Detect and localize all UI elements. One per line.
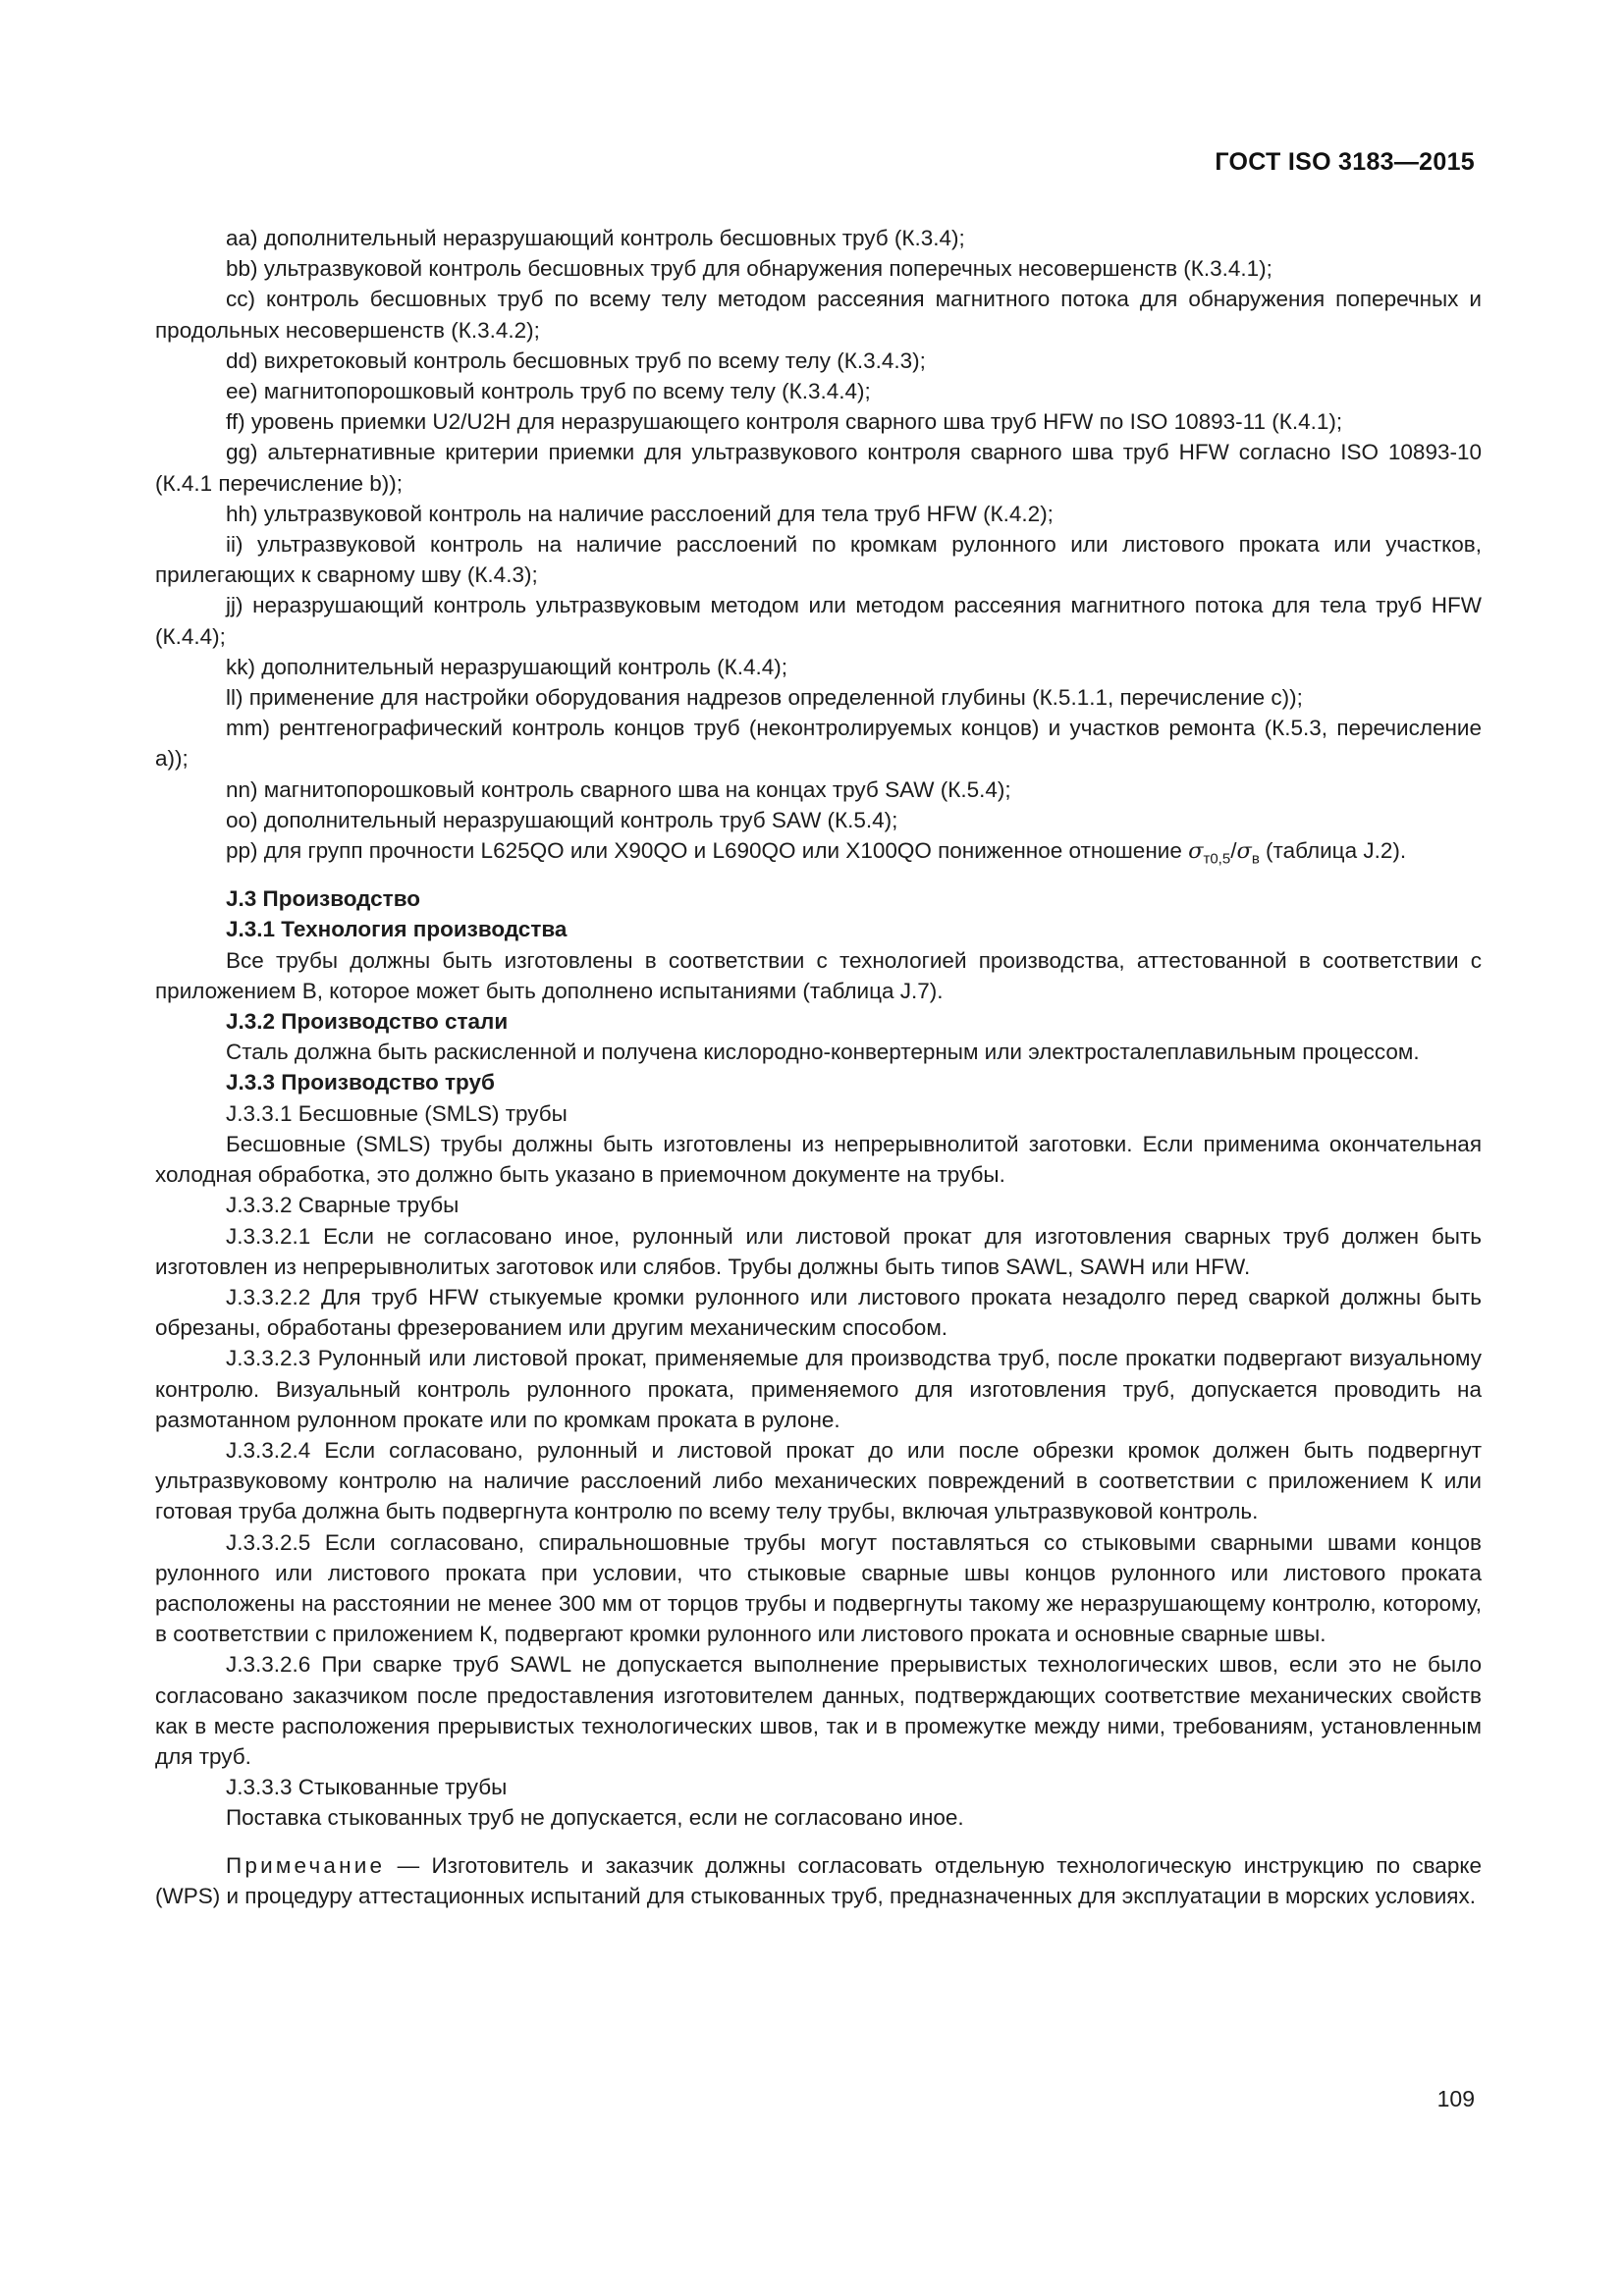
section-j3322-text: J.3.3.2.2 Для труб HFW стыкуемые кромки рулонного или листового проката незадолго перед сваркой должны быть обрезаны, обработаны фрезерованием или другим механическим способом. <box>155 1284 1482 1341</box>
sigma-tensile-symbol: σ <box>1236 838 1252 865</box>
list-item-oo: oo) дополнительный неразрушающий контроль труб SAW (К.5.4); <box>226 807 898 832</box>
section-j332-title: J.3.3.2 Сварные трубы <box>226 1193 460 1218</box>
list-item-pp-tail: (таблица J.2). <box>1266 838 1407 864</box>
section-j3323-text: J.3.3.2.3 Рулонный или листовой прокат, применяемые для производства труб, после прокатки подвергают визуальному контролю. Визуальный контроль рулонного проката, применяемого для изготовления труб, допускается проводить на размотанном рулонном прокате или по кромкам проката в рулоне. <box>155 1346 1482 1432</box>
section-j331-title: J.3.3.1 Бесшовные (SMLS) трубы <box>226 1100 568 1126</box>
section-j331-text: Бесшовные (SMLS) трубы должны быть изготовлены из непрерывнолитой заготовки. Если применима окончательная холодная обработка, это должно быть указано в приемочном документе на трубы. <box>155 1131 1482 1188</box>
list-item-kk: kk) дополнительный неразрушающий контроль (К.4.4); <box>226 654 788 679</box>
note-text: — Изготовитель и заказчик должны согласовать отдельную технологическую инструкцию по сварке (WPS) и процедуру аттестационных испытаний для стыкованных труб, предназначенных для эксплуатации в морских условиях. <box>155 1852 1482 1908</box>
list-item-ee: ee) магнитопорошковый контроль труб по всему телу (К.3.4.4); <box>226 379 871 404</box>
list-item-bb: bb) ультразвуковой контроль бесшовных труб для обнаружения поперечных несовершенств (К.3.4.1); <box>226 256 1272 282</box>
section-j33-title: J.3.3 Производство труб <box>226 1070 495 1095</box>
standard-header: ГОСТ ISO 3183—2015 <box>1215 148 1475 176</box>
section-j333-text: Поставка стыкованных труб не допускается, если не согласовано иное. <box>226 1805 964 1831</box>
page-number: 109 <box>1436 2086 1475 2111</box>
list-item-ll: ll) применение для настройки оборудования надрезов определенной глубины (К.5.1.1, перечисление с)); <box>226 685 1303 711</box>
list-item-dd: dd) вихретоковый контроль бесшовных труб по всему телу (К.3.4.3); <box>226 347 926 373</box>
note-label: Примечание <box>226 1852 386 1878</box>
list-item-mm: mm) рентгенографический контроль концов труб (неконтролируемых концов) и участков ремонта (К.5.3, перечисление а)); <box>155 716 1482 772</box>
list-item-jj: jj) неразрушающий контроль ультразвуковым методом или методом рассеяния магнитного потока для тела труб HFW (К.4.4); <box>155 593 1482 649</box>
list-item-aa: aa) дополнительный неразрушающий контроль бесшовных труб (К.3.4); <box>226 226 965 250</box>
section-j31-text: Все трубы должны быть изготовлены в соответствии с технологией производства, аттестованной в соответствии с приложением B, которое может быть дополнено испытаниями (таблица J.7). <box>155 947 1482 1003</box>
list-item-gg: gg) альтернативные критерии приемки для ультразвукового контроля сварного шва труб HFW согласно ISO 10893-10 (К.4.1 перечисление b)); <box>155 440 1482 496</box>
note-paragraph <box>155 1850 1482 1911</box>
sigma-yield-subscript: т0,5 <box>1203 850 1231 868</box>
section-j3326-text: J.3.3.2.6 При сварке труб SAWL не допускается выполнение прерывистых технологических швов, если это не было согласовано заказчиком после предоставления изготовителем данных, подтверждающих соответствие механических свойств как в месте расположения прерывистых технологических швов, так и в промежутке между ними, требованиям, установленным для труб. <box>155 1652 1482 1769</box>
sigma-yield-symbol: σ <box>1188 838 1204 865</box>
list-item-ff: ff) уровень приемки U2/U2H для неразрушающего контроля сварного шва труб HFW по ISO 10893-11 (К.4.1); <box>226 409 1343 435</box>
list-item-pp <box>155 835 1482 867</box>
page-content <box>155 223 1482 1911</box>
section-j333-title: J.3.3.3 Стыкованные трубы <box>226 1775 508 1800</box>
section-j3-title: J.3 Производство <box>226 886 420 912</box>
section-j3321-text: J.3.3.2.1 Если не согласовано иное, рулонный или листовой прокат для изготовления сварных труб должен быть изготовлен из непрерывнолитых заготовок или слябов. Трубы должны быть типов SAWL, SAWH или HFW. <box>155 1223 1482 1279</box>
section-j3325-text: J.3.3.2.5 Если согласовано, спиральношовные трубы могут поставляться со стыковыми сварными швами концов рулонного или листового проката при условии, что стыковые сварные швы концов рулонного или листового проката расположены на расстоянии не менее 300 мм от торцов трубы и подвергнуты такому же неразрушающему контролю, которому, в соответствии с приложением К, подвергают кромки рулонного или листового проката и основные сварные швы. <box>155 1529 1482 1647</box>
list-item-ii: ii) ультразвуковой контроль на наличие расслоений по кромкам рулонного или листового проката или участков, прилегающих к сварному шву (К.4.3); <box>155 532 1482 588</box>
list-item-nn: nn) магнитопорошковый контроль сварного шва на концах труб SAW (К.5.4); <box>226 776 1011 802</box>
list-item-hh: hh) ультразвуковой контроль на наличие расслоений для тела труб HFW (К.4.2); <box>226 501 1054 526</box>
section-j32-title: J.3.2 Производство стали <box>226 1009 509 1035</box>
list-item-pp-text: pp) для групп прочности L625QO или X90QO и L690QO или X100QO пониженное отношение <box>226 838 1182 864</box>
sigma-tensile-subscript: в <box>1251 850 1260 868</box>
section-j3324-text: J.3.3.2.4 Если согласовано, рулонный и листовой прокат до или после обрезки кромок должен быть подвергнут ультразвуковому контролю на наличие расслоений либо механических повреждений в соответствии с приложением К или готовая труба должна быть подвергнута контролю по всему телу трубы, включая ультразвуковой контроль. <box>155 1437 1482 1524</box>
section-j32-text: Сталь должна быть раскисленной и получена кислородно-конвертерным или электросталеплавильным процессом. <box>226 1040 1420 1065</box>
ratio-slash: / <box>1230 838 1237 864</box>
section-j31-title: J.3.1 Технология производства <box>226 917 568 942</box>
list-item-cc: cc) контроль бесшовных труб по всему телу методом рассеяния магнитного потока для обнаружения поперечных и продольных несовершенств (К.3.4.2); <box>155 287 1482 343</box>
